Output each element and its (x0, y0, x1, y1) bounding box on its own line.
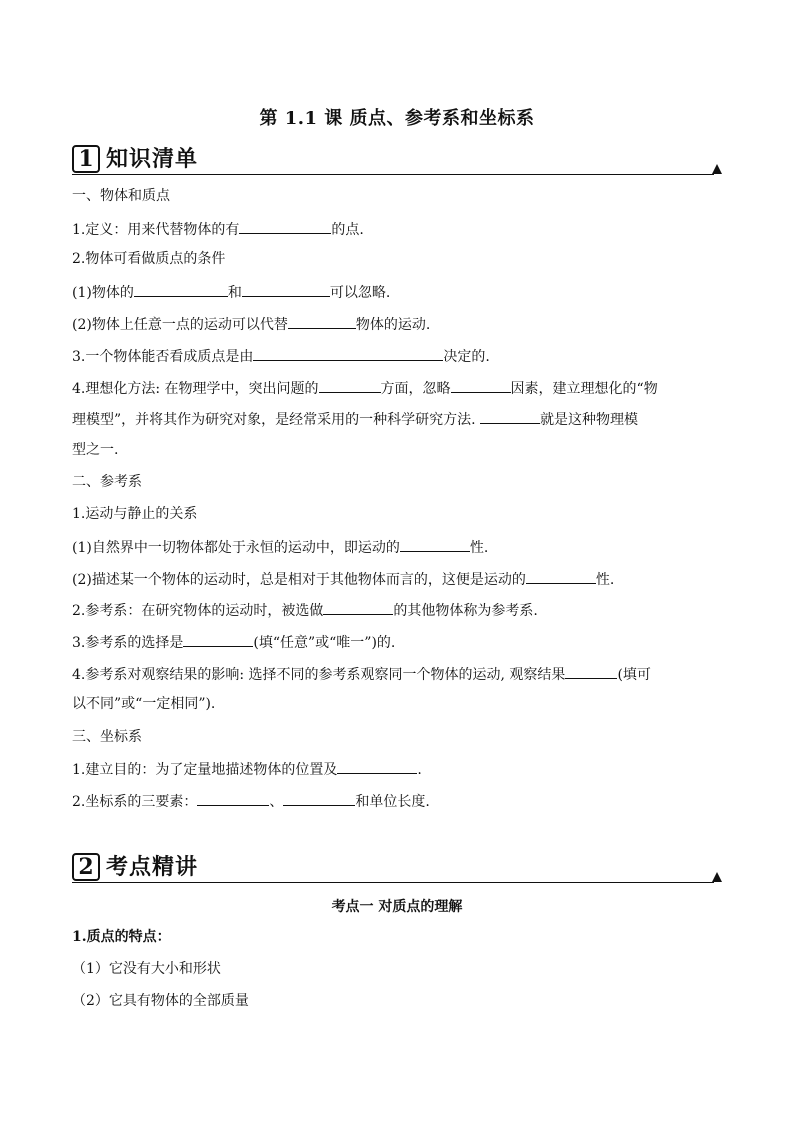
key-point-title: 考点一 对质点的理解 (331, 899, 463, 915)
fill-blank[interactable] (337, 758, 417, 774)
text-segment: 的其他物体称为参考系. (393, 603, 538, 619)
fill-blank[interactable] (239, 218, 331, 234)
text-line (72, 599, 724, 621)
fill-blank[interactable] (526, 568, 596, 584)
text-segment: 决定的. (443, 349, 490, 365)
text-line (72, 408, 724, 430)
text-segment: (填可 (617, 667, 651, 683)
key-point-subheading: 1.质点的特点： (72, 929, 171, 945)
text-segment: 的点. (331, 222, 364, 238)
fill-blank[interactable] (480, 408, 540, 424)
fill-blank[interactable] (242, 281, 330, 297)
text-segment: (1)自然界中一切物体都处于永恒的运动中，即运动的 (72, 540, 400, 556)
text-segment: 和单位长度. (355, 794, 430, 810)
text-line (72, 218, 724, 240)
text-segment: 性. (469, 540, 489, 556)
fill-blank[interactable] (323, 599, 393, 615)
text-line (72, 313, 724, 335)
heading-objects-particles: 一、物体和质点 (72, 188, 170, 204)
text-segment: 物体的运动. (355, 317, 431, 333)
text-line (72, 631, 724, 653)
text-segment: 因素，建立理想化的“物 (510, 381, 658, 397)
text-line (72, 377, 724, 399)
section-rule (72, 174, 714, 175)
text-segment: 性. (595, 572, 615, 588)
text-line (72, 663, 724, 685)
text-line: （1）它没有大小和形状 (72, 961, 221, 977)
section-number-badge: 1 (72, 145, 100, 173)
fill-blank[interactable] (134, 281, 228, 297)
triangle-icon (712, 164, 722, 174)
fill-blank[interactable] (288, 313, 356, 329)
text-segment: (1)物体的 (72, 285, 134, 301)
section-number-badge: 2 (72, 853, 100, 881)
fill-blank[interactable] (283, 790, 355, 806)
text-segment: 方面，忽略 (380, 381, 451, 397)
section-header-key-points (72, 852, 722, 886)
text-segment: (2)描述某一个物体的运动时，总是相对于其他物体而言的，这便是运动的 (72, 572, 526, 588)
text-segment: 和 (227, 285, 242, 301)
text-segment: 可以忽略. (329, 285, 391, 301)
heading-coordinate-system: 三、坐标系 (72, 729, 142, 745)
text-segment: 2.参考系：在研究物体的运动时，被选做 (72, 603, 324, 619)
text-line: 型之一. (72, 442, 119, 458)
text-segment: 2.坐标系的三要素： (72, 794, 198, 810)
text-segment: 就是这种物理模 (540, 412, 639, 428)
text-segment: (2)物体上任意一点的运动可以代替 (72, 317, 288, 333)
fill-blank[interactable] (253, 345, 443, 361)
section-rule (72, 882, 714, 883)
text-segment: 1.建立目的：为了定量地描述物体的位置及 (72, 762, 338, 778)
text-line: 2.物体可看做质点的条件 (72, 251, 226, 267)
text-segment: 3.一个物体能否看成质点是由 (72, 349, 254, 365)
text-line (72, 790, 724, 812)
text-segment: 4.理想化方法: 在物理学中，突出问题的 (72, 381, 319, 397)
fill-blank[interactable] (400, 536, 470, 552)
fill-blank[interactable] (197, 790, 269, 806)
fill-blank[interactable] (565, 663, 617, 679)
text-segment: 、 (269, 794, 284, 810)
text-line (72, 281, 724, 303)
section-title: 知识清单 (106, 146, 199, 172)
text-line: 以不同”或“一定相同”). (72, 696, 216, 712)
fill-blank[interactable] (451, 377, 511, 393)
text-segment: (填“任意”或“唯一”)的. (253, 635, 396, 651)
page-title: 第 1.1 课 质点、参考系和坐标系 (259, 108, 535, 129)
text-line (72, 758, 724, 780)
text-segment: 理模型”，并将其作为研究对象，是经常采用的一种科学研究方法. (72, 412, 476, 428)
text-line (72, 568, 724, 590)
text-line (72, 536, 724, 558)
triangle-icon (712, 872, 722, 882)
text-segment: . (417, 762, 422, 778)
text-line: （2）它具有物体的全部质量 (72, 993, 249, 1009)
section-header-knowledge (72, 144, 722, 178)
text-segment: 4.参考系对观察结果的影响: 选择不同的参考系观察同一个物体的运动, 观察结果 (72, 667, 566, 683)
section-title: 考点精讲 (106, 854, 199, 880)
text-line: 1.运动与静止的关系 (72, 506, 198, 522)
fill-blank[interactable] (183, 631, 253, 647)
text-segment: 3.参考系的选择是 (72, 635, 184, 651)
text-segment: 1.定义：用来代替物体的有 (72, 222, 240, 238)
text-line (72, 345, 724, 367)
heading-reference-frame: 二、参考系 (72, 474, 142, 490)
fill-blank[interactable] (319, 377, 381, 393)
